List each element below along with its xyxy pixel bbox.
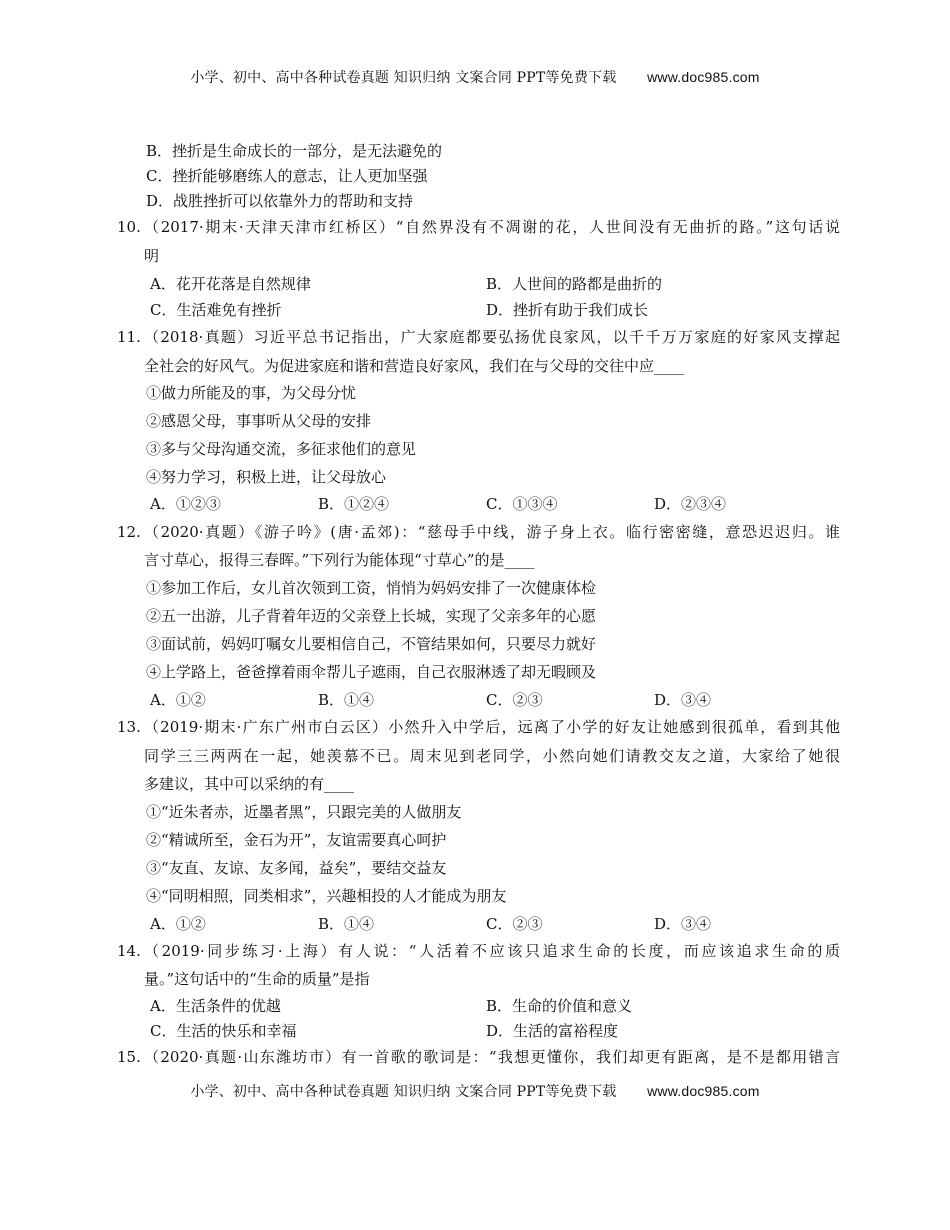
q11-stem-line1: （2018·真题）习近平总书记指出，广大家庭都要弘扬优良家风，以千千万万家庭的好家风支撑起: [144, 328, 840, 346]
q10-option-a: A．花开花落是自然规律: [150, 275, 311, 293]
q9-option-b: B．挫折是生命成长的一部分，是无法避免的: [146, 142, 443, 160]
q11-option-b: B．①②④: [318, 495, 390, 513]
q10-option-c: C．生活难免有挫折: [150, 301, 282, 319]
q10-option-d: D．挫折有助于我们成长: [486, 301, 649, 319]
q13-item-2: ②“精诚所至，金石为开”，友谊需要真心呵护: [146, 831, 447, 849]
q10-number: 10.: [117, 218, 141, 236]
q13-item-3: ③“友直、友谅、友多闻，益矣”，要结交益友: [146, 859, 447, 877]
q13-stem-line2: 同学三三两两在一起，她羡慕不已。周末见到老同学，小然向她们请教交友之道，大家给了她很: [144, 747, 840, 765]
q13-option-c: C．②③: [486, 915, 543, 933]
q11-option-c: C．①③④: [486, 495, 558, 513]
q12-stem-line2: 言寸草心，报得三春晖。”下列行为能体现“寸草心”的是____: [144, 551, 535, 569]
q12-stem-line1: （2020·真题）《游子吟》(唐·孟郊)：“慈母手中线，游子身上衣。临行密密缝，意恐迟迟归。谁: [144, 523, 840, 541]
footer-site[interactable]: www.doc985.com: [647, 1083, 760, 1099]
q12-item-3: ③面试前，妈妈叮嘱女儿要相信自己，不管结果如何，只要尽力就好: [146, 635, 597, 653]
q15-stem-line1: （2020·真题·山东潍坊市）有一首歌的歌词是：“我想更懂你，我们却更有距离，是不是都用错言: [144, 1048, 840, 1066]
q13-option-b: B．①④: [318, 915, 375, 933]
q12-item-1: ①参加工作后，女儿首次领到工资，悄悄为妈妈安排了一次健康体检: [146, 579, 597, 597]
q14-option-c: C．生活的快乐和幸福: [150, 1022, 297, 1040]
page-header: [0, 67, 950, 87]
q14-option-b: B．生命的价值和意义: [486, 997, 633, 1015]
q14-number: 14.: [117, 942, 141, 960]
q12-number: 12.: [117, 523, 141, 541]
q12-option-c: C．②③: [486, 691, 543, 709]
q9-option-c: C．挫折能够磨练人的意志，让人更加坚强: [146, 167, 428, 185]
q10-stem-line1: （2017·期末·天津天津市红桥区）“自然界没有不凋谢的花，人世间没有无曲折的路。”这句话说: [144, 218, 840, 236]
q13-option-a: A．①②: [150, 915, 206, 933]
q10-stem-line2: 明: [144, 247, 160, 265]
q13-option-d: D．③④: [654, 915, 712, 933]
q11-option-a: A．①②③: [150, 495, 221, 513]
q13-number: 13.: [117, 718, 141, 736]
q13-stem-line1: （2019·期末·广东广州市白云区）小然升入中学后，远离了小学的好友让她感到很孤单，看到其他: [144, 718, 840, 736]
q12-option-b: B．①④: [318, 691, 375, 709]
header-text: 小学、初中、高中各种试卷真题 知识归纳 文案合同 PPT等免费下载: [190, 70, 617, 86]
q11-item-1: ①做力所能及的事，为父母分忧: [146, 384, 357, 402]
q12-item-2: ②五一出游，儿子背着年迈的父亲登上长城，实现了父亲多年的心愿: [146, 607, 597, 625]
q14-option-a: A．生活条件的优越: [150, 997, 281, 1015]
q11-item-4: ④努力学习，积极上进，让父母放心: [146, 468, 387, 486]
q10-option-b: B．人世间的路都是曲折的: [486, 275, 663, 293]
q9-option-d: D．战胜挫折可以依靠外力的帮助和支持: [146, 192, 414, 210]
q11-option-d: D．②③④: [654, 495, 727, 513]
q13-stem-line3: 多建议，其中可以采纳的有____: [144, 775, 355, 793]
q12-option-d: D．③④: [654, 691, 712, 709]
q13-item-4: ④“同明相照，同类相求”，兴趣相投的人才能成为朋友: [146, 887, 507, 905]
q12-item-4: ④上学路上，爸爸撑着雨伞帮儿子遮雨，自己衣服淋透了却无暇顾及: [146, 663, 597, 681]
q12-option-a: A．①②: [150, 691, 206, 709]
q15-number: 15.: [117, 1048, 141, 1066]
q11-item-2: ②感恩父母，事事听从父母的安排: [146, 412, 372, 430]
header-site[interactable]: www.doc985.com: [647, 69, 760, 85]
q11-number: 11.: [117, 328, 141, 346]
page-footer: [0, 1081, 950, 1101]
q13-item-1: ①“近朱者赤，近墨者黑”，只跟完美的人做朋友: [146, 803, 462, 821]
q11-item-3: ③多与父母沟通交流，多征求他们的意见: [146, 440, 417, 458]
footer-text: 小学、初中、高中各种试卷真题 知识归纳 文案合同 PPT等免费下载: [190, 1084, 617, 1100]
q14-option-d: D．生活的富裕程度: [486, 1022, 619, 1040]
q14-stem-line2: 量。”这句话中的“生命的质量”是指: [144, 970, 370, 988]
q11-stem-line2: 全社会的好风气。为促进家庭和谐和营造良好家风，我们在与父母的交往中应____: [144, 357, 685, 375]
q14-stem-line1: （2019·同步练习·上海）有人说：“人活着不应该只追求生命的长度，而应该追求生命的质: [144, 942, 840, 960]
